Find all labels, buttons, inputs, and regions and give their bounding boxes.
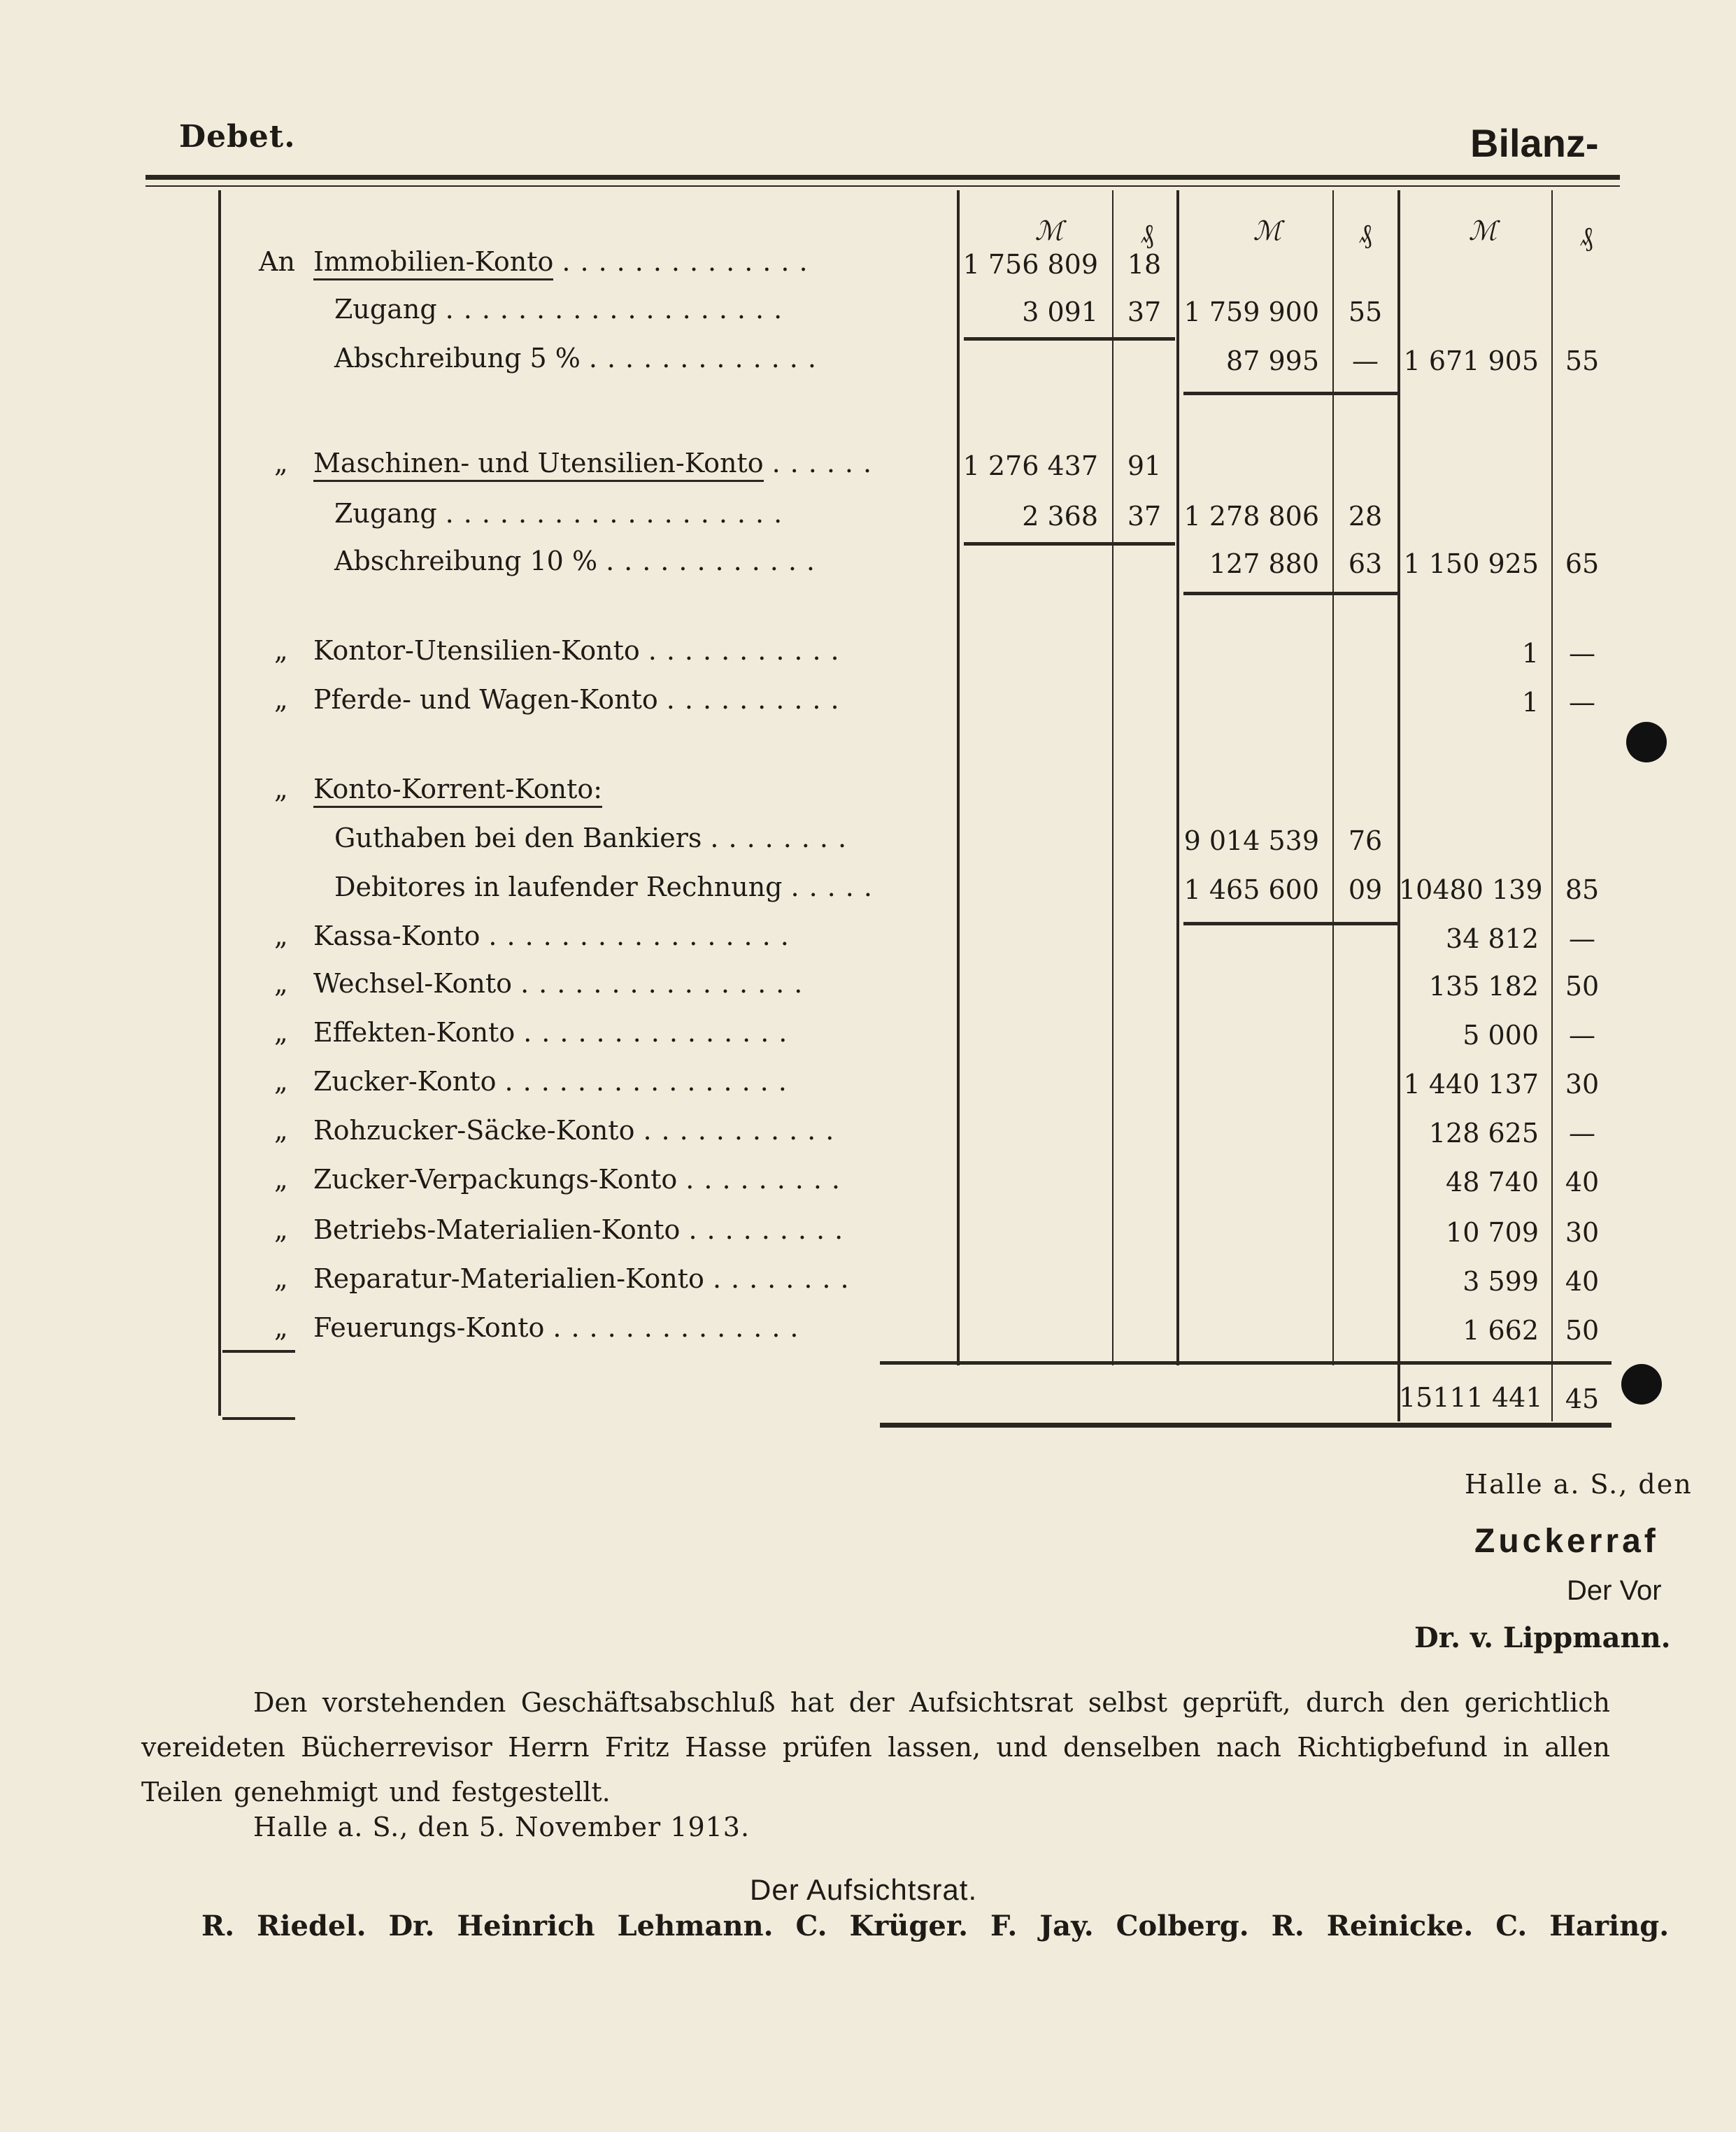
- header-bilanz: Bilanz-: [1470, 121, 1599, 165]
- pf-col1: 91: [1127, 450, 1162, 481]
- leader-dots: ................: [504, 1066, 797, 1097]
- row-label: Konto-Korrent-Konto:: [313, 774, 602, 808]
- row-label: Immobilien-Konto: [313, 246, 553, 280]
- row-prefix: An: [259, 246, 295, 277]
- row-label: Wechsel-Konto: [313, 968, 513, 999]
- amount-col2: 1 278 806: [1183, 501, 1319, 532]
- unit-mark: ℳ: [1253, 215, 1282, 246]
- top-rule-thin: [145, 185, 1620, 187]
- leader-dots: ...................: [445, 498, 792, 529]
- row-label: Abschreibung 5 %: [334, 343, 581, 374]
- top-rule: [145, 175, 1620, 180]
- row-label: Debitores in laufender Rechnung: [334, 872, 783, 902]
- row-label: Maschinen- und Utensilien-Konto: [313, 448, 764, 482]
- unit-pf: ₰: [1579, 221, 1593, 252]
- pf-col2: 28: [1348, 501, 1383, 532]
- leader-dots: ..............: [562, 246, 818, 277]
- row-prefix: „: [274, 448, 288, 478]
- amount-col3: 1: [1521, 638, 1539, 669]
- amount-col1: 3 091: [1022, 297, 1098, 327]
- amount-col2: 1 465 600: [1183, 874, 1319, 905]
- pf-col3: —: [1569, 1118, 1595, 1149]
- unit-pf: ₰: [1358, 218, 1372, 249]
- amount-col3: 135 182: [1428, 971, 1539, 1002]
- leader-dots: ..............: [553, 1312, 809, 1343]
- row-label: Effekten-Konto: [313, 1017, 515, 1048]
- pf-col2: 55: [1348, 297, 1383, 327]
- amount-col1: 1 276 437: [962, 450, 1098, 481]
- row-label: Zugang: [334, 498, 437, 529]
- col-divider-1p: [1112, 190, 1114, 1365]
- amount-col1: 1 756 809: [962, 249, 1098, 280]
- amount-col2: 9 014 539: [1183, 825, 1319, 856]
- pf-col3: —: [1569, 638, 1595, 669]
- leader-dots: ...........: [643, 1115, 844, 1146]
- row-label: Reparatur-Materialien-Konto: [313, 1263, 704, 1294]
- footer-date: Halle a. S., den 5. November 1913.: [253, 1812, 750, 1842]
- left-stub: [222, 1417, 295, 1420]
- amount-col2: 87 995: [1226, 346, 1319, 376]
- unit-mark: ℳ: [1468, 215, 1497, 246]
- sum-rule: [1183, 592, 1399, 595]
- leader-dots: .................: [488, 921, 799, 951]
- col-divider-3p: [1551, 190, 1553, 1421]
- audit-text: Den vorstehenden Geschäftsabschluß hat der Aufsichtsrat selbst geprüft, durch den gerichtlich vereideten Bücherrevisor Herrn Fritz Hasse prüfen lassen, und denselben nach Richtigbefund in allen Teilen genehmigt und festgestellt.: [141, 1687, 1610, 1807]
- amount-col3: 1 440 137: [1403, 1069, 1539, 1100]
- signatories: R. Riedel. Dr. Heinrich Lehmann. C. Krüger. F. Jay. Colberg. R. Reinicke. C. Haring.: [201, 1910, 1670, 1942]
- pf-col3: —: [1569, 687, 1595, 718]
- pf-col1: 37: [1127, 501, 1162, 532]
- row-label: Zucker-Verpackungs-Konto: [313, 1164, 678, 1195]
- left-border: [218, 190, 221, 1416]
- chairman-name: Dr. v. Lippmann.: [1414, 1621, 1671, 1654]
- leader-dots: ...........: [648, 635, 849, 666]
- leader-dots: .........: [685, 1164, 851, 1195]
- board-role: Der Vor: [1567, 1575, 1662, 1606]
- header-debet: Debet.: [179, 119, 296, 155]
- amount-col3: 128 625: [1428, 1118, 1539, 1149]
- pf-col1: 37: [1127, 297, 1162, 327]
- col-divider-1: [957, 190, 960, 1365]
- leader-dots: ...................: [445, 294, 792, 325]
- amount-col3: 1 662: [1463, 1315, 1539, 1346]
- amount-col2: 1 759 900: [1183, 297, 1319, 327]
- row-label: Guthaben bei den Bankiers: [334, 823, 702, 853]
- amount-col3: 5 000: [1463, 1020, 1539, 1051]
- leader-dots: .........: [688, 1214, 853, 1245]
- amount-col2: 127 880: [1209, 548, 1319, 579]
- row-label: Rohzucker-Säcke-Konto: [313, 1115, 635, 1146]
- row-label: Kassa-Konto: [313, 921, 481, 951]
- row-prefix: „: [274, 635, 288, 666]
- leader-dots: ...............: [523, 1017, 797, 1048]
- amount-col3: 34 812: [1446, 923, 1539, 954]
- total-pf: 45: [1565, 1384, 1600, 1414]
- row-prefix: „: [274, 684, 288, 715]
- row-label: Zugang: [334, 294, 437, 325]
- row-prefix: „: [274, 1066, 288, 1097]
- row-label: Abschreibung 10 %: [334, 546, 598, 576]
- amount-col3: 48 740: [1446, 1167, 1539, 1198]
- pf-col2: 76: [1348, 825, 1383, 856]
- row-label: Pferde- und Wagen-Konto: [313, 684, 658, 715]
- leader-dots: ......: [771, 448, 882, 478]
- pf-col3: 30: [1565, 1069, 1600, 1100]
- row-prefix: „: [274, 1214, 288, 1245]
- pf-col3: 50: [1565, 1315, 1600, 1346]
- row-label: Feuerungs-Konto: [313, 1312, 545, 1343]
- place-date: Halle a. S., den: [1465, 1469, 1693, 1500]
- amount-col3: 1 150 925: [1403, 548, 1539, 579]
- pf-col3: —: [1569, 923, 1595, 954]
- amount-col1: 2 368: [1022, 501, 1098, 532]
- row-label: Kontor-Utensilien-Konto: [313, 635, 640, 666]
- row-prefix: „: [274, 1115, 288, 1146]
- pf-col3: 40: [1565, 1167, 1600, 1198]
- pf-col2: 09: [1348, 874, 1383, 905]
- sum-rule: [1183, 392, 1399, 395]
- left-stub: [222, 1350, 295, 1353]
- amount-col3: 10 709: [1446, 1217, 1539, 1248]
- board-title: Der Aufsichtsrat.: [750, 1873, 978, 1906]
- leader-dots: .............: [588, 343, 826, 374]
- pf-col2: 63: [1348, 548, 1383, 579]
- audit-paragraph: [141, 1680, 1610, 1814]
- leader-dots: ........: [710, 823, 857, 853]
- row-label: Betriebs-Materialien-Konto: [313, 1214, 681, 1245]
- amount-col3: 10480 139: [1399, 874, 1543, 905]
- amount-col3: 1: [1521, 687, 1539, 718]
- sum-rule: [964, 337, 1175, 341]
- leader-dots: ........: [712, 1263, 859, 1294]
- row-prefix: „: [274, 1017, 288, 1048]
- amount-col3: 1 671 905: [1403, 346, 1539, 376]
- pf-col2: —: [1352, 346, 1379, 376]
- pf-col3: —: [1569, 1020, 1595, 1051]
- pf-col3: 55: [1565, 346, 1600, 376]
- leader-dots: ................: [520, 968, 813, 999]
- total-rule-bottom: [880, 1423, 1612, 1428]
- row-prefix: „: [274, 968, 288, 999]
- pf-col3: 85: [1565, 874, 1600, 905]
- amount-col3: 3 599: [1463, 1266, 1539, 1297]
- sum-rule: [1183, 922, 1399, 925]
- pf-col3: 30: [1565, 1217, 1600, 1248]
- unit-pf: ₰: [1140, 218, 1154, 249]
- total-amount: 15111 441: [1399, 1382, 1543, 1413]
- punch-hole: [1626, 722, 1667, 762]
- row-prefix: „: [274, 1312, 288, 1343]
- pf-col3: 40: [1565, 1266, 1600, 1297]
- leader-dots: ..........: [666, 684, 849, 715]
- row-prefix: „: [274, 921, 288, 951]
- unit-mark: ℳ: [1034, 215, 1064, 246]
- total-rule-top: [880, 1361, 1612, 1365]
- col-divider-2p: [1332, 190, 1334, 1365]
- leader-dots: .....: [790, 872, 882, 902]
- pf-col3: 50: [1565, 971, 1600, 1002]
- punch-hole: [1621, 1364, 1662, 1405]
- sum-rule: [964, 542, 1175, 546]
- company-name: Zuckerraf: [1474, 1523, 1659, 1560]
- row-prefix: „: [274, 1164, 288, 1195]
- row-prefix: „: [274, 774, 288, 804]
- row-label: Zucker-Konto: [313, 1066, 497, 1097]
- pf-col3: 65: [1565, 548, 1600, 579]
- leader-dots: ............: [606, 546, 825, 576]
- pf-col1: 18: [1127, 249, 1162, 280]
- row-prefix: „: [274, 1263, 288, 1294]
